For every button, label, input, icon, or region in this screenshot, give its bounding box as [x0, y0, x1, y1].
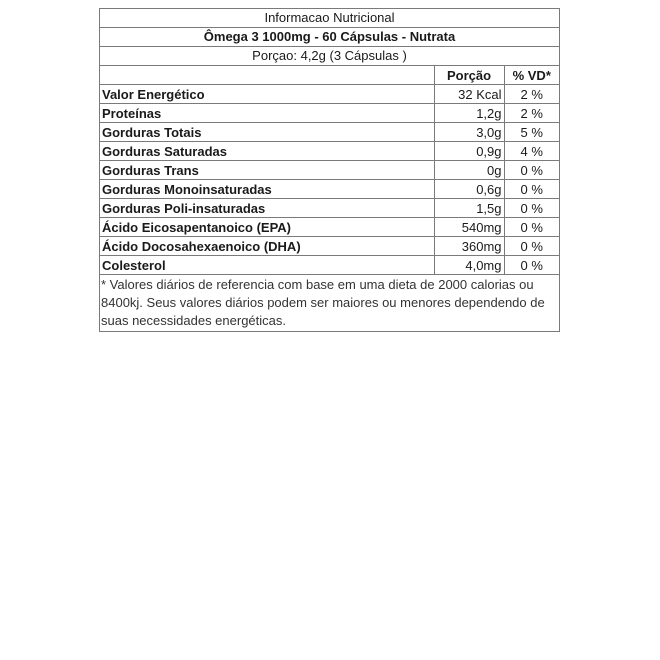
label-title: Informacao Nutricional — [100, 9, 559, 28]
table-header-row — [100, 66, 559, 85]
table-row — [100, 199, 559, 218]
nutrient-name: Colesterol — [100, 256, 434, 275]
table-row — [100, 218, 559, 237]
column-header-nutrient — [100, 66, 434, 85]
product-name: Ômega 3 1000mg - 60 Cápsulas - Nutrata — [100, 28, 559, 47]
nutrition-facts-label — [99, 8, 560, 332]
nutrient-portion: 0g — [434, 161, 504, 180]
nutrient-portion: 4,0mg — [434, 256, 504, 275]
nutrient-name: Valor Energético — [100, 85, 434, 104]
table-row — [100, 180, 559, 199]
nutrient-vd: 0 % — [504, 161, 559, 180]
table-row — [100, 256, 559, 275]
table-row — [100, 237, 559, 256]
nutrient-portion: 0,6g — [434, 180, 504, 199]
nutrient-name: Gorduras Poli-insaturadas — [100, 199, 434, 218]
daily-values-footnote: * Valores diários de referencia com base em uma dieta de 2000 calorias ou 8400kj. Seus valores diários podem ser maiores ou menores dependendo de suas necessidades energéticas. — [101, 277, 545, 328]
nutrient-portion: 32 Kcal — [434, 85, 504, 104]
nutrient-portion: 0,9g — [434, 142, 504, 161]
nutrient-vd: 0 % — [504, 199, 559, 218]
nutrient-portion: 540mg — [434, 218, 504, 237]
nutrient-portion: 1,5g — [434, 199, 504, 218]
nutrient-vd: 4 % — [504, 142, 559, 161]
table-row — [100, 85, 559, 104]
nutrient-name: Gorduras Monoinsaturadas — [100, 180, 434, 199]
nutrient-vd: 2 % — [504, 85, 559, 104]
nutrient-portion: 360mg — [434, 237, 504, 256]
nutrient-name: Gorduras Trans — [100, 161, 434, 180]
nutrient-vd: 0 % — [504, 218, 559, 237]
nutrient-name: Ácido Docosahexaenoico (DHA) — [100, 237, 434, 256]
nutrition-table — [100, 65, 559, 275]
nutrient-vd: 0 % — [504, 180, 559, 199]
table-row — [100, 142, 559, 161]
nutrient-name: Gorduras Totais — [100, 123, 434, 142]
nutrient-name: Proteínas — [100, 104, 434, 123]
nutrient-portion: 1,2g — [434, 104, 504, 123]
nutrient-name: Ácido Eicosapentanoico (EPA) — [100, 218, 434, 237]
nutrient-vd: 2 % — [504, 104, 559, 123]
column-header-portion: Porção — [434, 66, 504, 85]
nutrient-name: Gorduras Saturadas — [100, 142, 434, 161]
table-row — [100, 161, 559, 180]
nutrient-vd: 0 % — [504, 237, 559, 256]
nutrient-vd: 0 % — [504, 256, 559, 275]
table-row — [100, 123, 559, 142]
nutrient-vd: 5 % — [504, 123, 559, 142]
serving-size: Porçao: 4,2g (3 Cápsulas ) — [252, 48, 407, 63]
column-header-vd: % VD* — [504, 66, 559, 85]
nutrient-portion: 3,0g — [434, 123, 504, 142]
table-row — [100, 104, 559, 123]
